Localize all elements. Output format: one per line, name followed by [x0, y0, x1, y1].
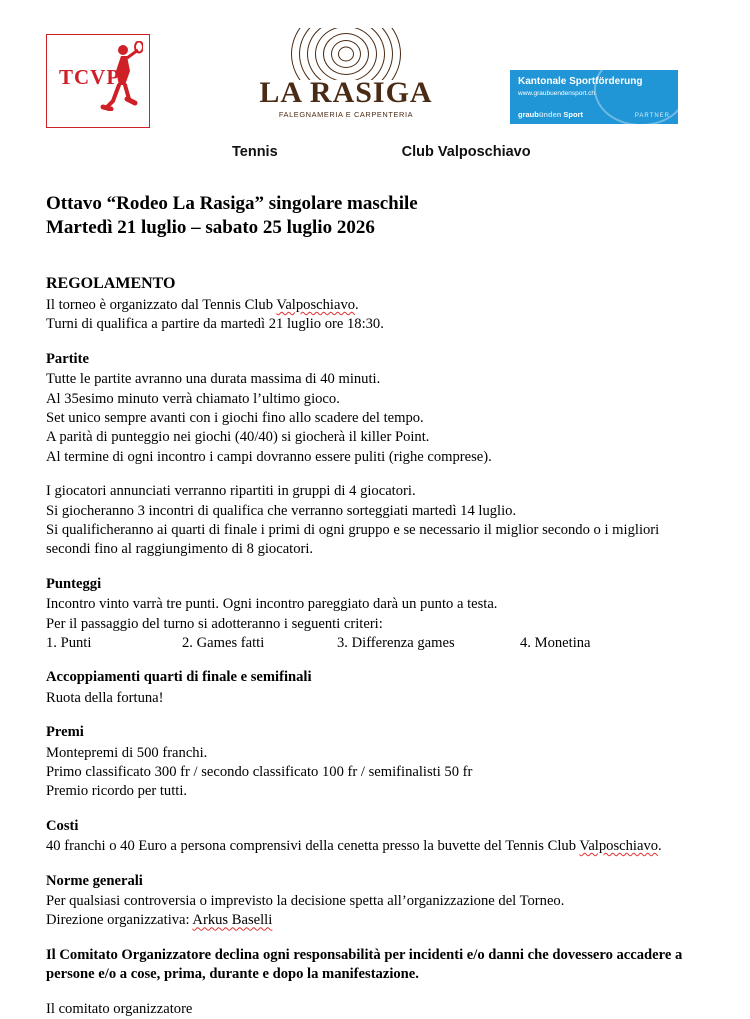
regolamento-intro-1	[46, 296, 704, 315]
la-rasiga-logo	[232, 28, 460, 138]
partite-line: Al 35esimo minuto verrà chiamato l’ultimo gioco.	[46, 390, 340, 407]
disclaimer-line-2: persone e/o a cose, prima, durante e dopo la manifestazione.	[46, 966, 419, 983]
la-rasiga-title: LA RASIGA	[259, 76, 433, 109]
criterion-1: 1. Punti	[46, 634, 92, 651]
punteggi-heading: Punteggi	[46, 575, 102, 592]
punteggi-line-1: Incontro vinto varrà tre punti. Ogni incontro pareggiato darà un punto a testa.	[46, 596, 498, 613]
regolamento-heading: REGOLAMENTO	[46, 274, 176, 292]
page-title-line2: Martedì 21 luglio – sabato 25 luglio 2026	[46, 217, 375, 239]
club-name	[232, 144, 532, 160]
disclaimer-line-1: Il Comitato Organizzatore declina ogni responsabilità per incidenti e/o danni che dovessero accadere a	[46, 946, 683, 963]
partite-line: A parità di punteggio nei giochi (40/40) si giocherà il killer Point.	[46, 429, 430, 446]
tcvp-logo	[46, 34, 150, 128]
wood-rings-icon	[290, 28, 402, 80]
premi-heading: Premi	[46, 724, 84, 741]
costi-line-text: 40 franchi o 40 Euro a persona comprensivi della cenetta presso la buvette del Tennis Club	[46, 838, 580, 855]
norme-line-2-misspelled: Arkus Baselli	[192, 912, 273, 929]
page-title-line1: Ottavo “Rodeo La Rasiga” singolare maschile	[46, 193, 418, 214]
club-name-left: Tennis	[232, 144, 278, 160]
costi-line-end: .	[658, 838, 662, 855]
premi-line: Primo classificato 300 fr / secondo classificato 100 fr / semifinalisti 50 fr	[46, 764, 473, 781]
kanton-brand-2: ünden	[538, 110, 562, 119]
document-body	[46, 273, 704, 1019]
page-title	[46, 192, 704, 241]
norme-line-1: Per qualsiasi controversia o imprevisto la decisione spetta all’organizzazione del Torneo.	[46, 893, 565, 910]
norme-line-2	[46, 911, 704, 930]
regolamento-intro-2: Turni di qualifica a partire da martedì 21 luglio ore 18:30.	[46, 316, 384, 333]
disclaimer	[46, 946, 704, 985]
partite-heading: Partite	[46, 350, 89, 367]
club-name-right: Club Valposchiavo	[401, 144, 531, 160]
criterion-3: 3. Differenza games	[337, 634, 455, 651]
costi-heading: Costi	[46, 817, 79, 834]
kanton-title: Kantonale Sportförderung	[518, 76, 643, 87]
norme-heading: Norme generali	[46, 872, 143, 889]
gruppi-line: Si qualificheranno ai quarti di finale i primi di ogni gruppo e se necessario il miglior secondo o i migliori	[46, 521, 660, 538]
document-header	[46, 26, 704, 160]
costi-line	[46, 837, 704, 856]
partite-line: Set unico sempre avanti con i giochi fino allo scadere del tempo.	[46, 409, 424, 426]
costi-line-misspelled: Valposchiavo	[579, 838, 659, 855]
punteggi-line-2: Per il passaggio del turno si adotteranno i seguenti criteri:	[46, 615, 383, 632]
la-rasiga-subtitle: FALEGNAMERIA E CARPENTERIA	[278, 110, 414, 119]
kanton-brand-1: graub	[518, 110, 539, 119]
kanton-partner: PARTNER	[634, 113, 670, 119]
criterion-2: 2. Games fatti	[182, 634, 265, 651]
punteggi-criteria	[46, 634, 704, 653]
footer-line: Il comitato organizzatore	[46, 1000, 193, 1017]
gruppi-line: Si giocheranno 3 incontri di qualifica che verranno sorteggiati martedì 14 luglio.	[46, 502, 517, 519]
gruppi-line: secondi fino al raggiungimento di 8 giocatori.	[46, 541, 314, 558]
kanton-brand-3: Sport	[561, 110, 584, 119]
partite-line: Al termine di ogni incontro i campi dovranno essere puliti (righe comprese).	[46, 448, 492, 465]
regolamento-intro-1-end: .	[355, 296, 359, 313]
kanton-url: www.graubuendensport.ch	[518, 90, 595, 97]
kantonale-sportfoerderung-logo	[510, 70, 678, 124]
regolamento-intro-1-text: Il torneo è organizzato dal Tennis Club	[46, 296, 277, 313]
norme-line-2-text: Direzione organizzativa:	[46, 912, 193, 929]
gruppi-line: I giocatori annunciati verranno ripartiti in gruppi di 4 giocatori.	[46, 483, 416, 500]
partite-line: Tutte le partite avranno una durata massima di 40 minuti.	[46, 371, 381, 388]
criterion-4: 4. Monetina	[520, 634, 591, 651]
kanton-brand	[518, 110, 583, 119]
document-page	[0, 26, 750, 1017]
tcvp-logo-text: TCVP	[59, 65, 121, 89]
accoppiamenti-line: Ruota della fortuna!	[46, 689, 164, 706]
accoppiamenti-heading: Accoppiamenti quarti di finale e semifinali	[46, 669, 312, 686]
regolamento-intro-1-misspelled: Valposchiavo	[276, 296, 356, 313]
premi-line: Montepremi di 500 franchi.	[46, 744, 208, 761]
premi-line: Premio ricordo per tutti.	[46, 783, 188, 800]
